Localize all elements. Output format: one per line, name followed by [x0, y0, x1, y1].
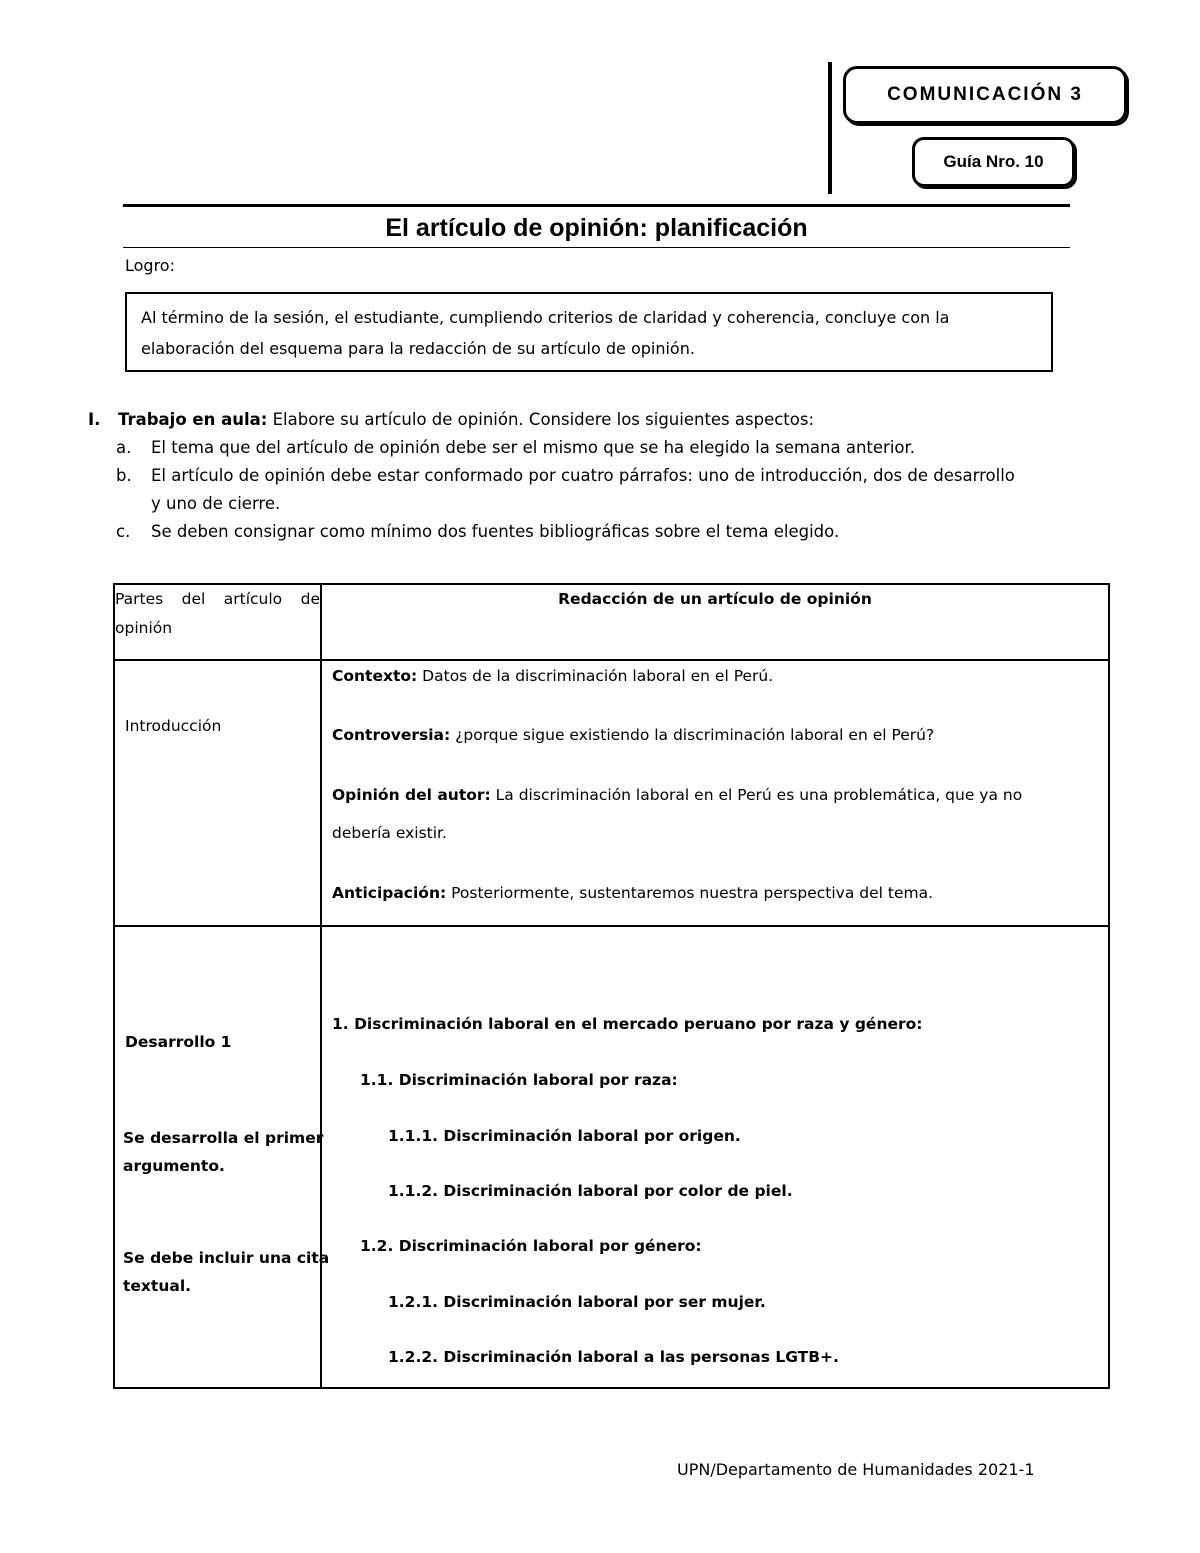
title-rule-top [123, 204, 1070, 207]
planning-table [113, 583, 1110, 1389]
opinion-text: La discriminación laboral en el Perú es una problemática, que ya no [490, 786, 1023, 804]
course-badge: COMUNICACIÓN 3 [843, 66, 1127, 124]
desarrollo-label-cell [114, 926, 330, 1388]
table-header-row [114, 584, 1109, 660]
desarrollo-label: Desarrollo 1 [125, 1033, 232, 1051]
outline-item: 1. Discriminación laboral en el mercado peruano por raza y género: [332, 1015, 923, 1033]
logro-box [125, 292, 1053, 372]
header-left-cell: Partes del artículo de opinión [114, 584, 321, 660]
table-row-desarrollo [114, 926, 1109, 1388]
desarrollo-note-1b: argumento. [123, 1157, 225, 1175]
item-letter: c. [116, 522, 131, 541]
opinion-line-2: debería existir. [332, 824, 447, 842]
guide-badge: Guía Nro. 10 [912, 137, 1075, 187]
page-footer: UPN/Departamento de Humanidades 2021-1 [677, 1460, 1035, 1479]
title-rule-bottom [123, 247, 1070, 248]
outline-item: 1.2.2. Discriminación laboral a las personas LGTB+. [388, 1348, 839, 1366]
section-number: I. [88, 410, 101, 429]
opinion-line [332, 784, 1022, 806]
table-row-intro [114, 660, 1109, 926]
intro-label-cell [114, 660, 321, 926]
item-letter: a. [116, 438, 132, 457]
header-right-cell: Redacción de un artículo de opinión [321, 584, 1109, 660]
contexto-text: Datos de la discriminación laboral en el Perú. [417, 667, 774, 685]
item-text: Se deben consignar como mínimo dos fuentes bibliográficas sobre el tema elegido. [151, 522, 840, 541]
outline-item: 1.2. Discriminación laboral por género: [360, 1237, 702, 1255]
item-text: y uno de cierre. [151, 494, 281, 513]
contexto-label: Contexto: [332, 667, 418, 685]
desarrollo-note-2: Se debe incluir una cita [123, 1249, 330, 1267]
item-letter: b. [116, 466, 132, 485]
section-text: Elabore su artículo de opinión. Considere los siguientes aspectos: [267, 410, 815, 429]
outline-item: 1.1.2. Discriminación laboral por color de piel. [388, 1182, 793, 1200]
intro-label: Introducción [125, 717, 222, 735]
controversia-line [332, 724, 934, 746]
opinion-label: Opinión del autor: [332, 786, 491, 804]
intro-content-cell [321, 660, 1109, 926]
outline-item: 1.2.1. Discriminación laboral por ser mujer. [388, 1293, 766, 1311]
page-title: El artículo de opinión: planificación [385, 214, 808, 242]
outline-item: 1.1.1. Discriminación laboral por origen. [388, 1127, 741, 1145]
anticipacion-line [332, 882, 933, 904]
logro-line: elaboración del esquema para la redacción de su artículo de opinión. [141, 339, 695, 358]
desarrollo-note-1: Se desarrolla el primer [123, 1129, 324, 1147]
section-label: Trabajo en aula: [118, 410, 268, 429]
outline-item: 1.1. Discriminación laboral por raza: [360, 1071, 678, 1089]
header-divider [828, 62, 832, 194]
controversia-text: ¿porque sigue existiendo la discriminación laboral en el Perú? [450, 726, 935, 744]
logro-label: Logro: [125, 256, 175, 275]
item-text: El tema que del artículo de opinión debe ser el mismo que se ha elegido la semana anterior. [151, 438, 916, 457]
controversia-label: Controversia: [332, 726, 451, 744]
desarrollo-content-cell [321, 926, 1109, 1388]
anticipacion-label: Anticipación: [332, 884, 447, 902]
anticipacion-text: Posteriormente, sustentaremos nuestra perspectiva del tema. [446, 884, 934, 902]
work-section [88, 406, 1088, 546]
logro-line: Al término de la sesión, el estudiante, cumpliendo criterios de claridad y coherencia, concluye con la [141, 308, 950, 327]
item-text: El artículo de opinión debe estar conformado por cuatro párrafos: uno de introducción, dos de desarrollo [151, 466, 1015, 485]
contexto-line [332, 665, 773, 687]
desarrollo-note-2b: textual. [123, 1277, 192, 1295]
